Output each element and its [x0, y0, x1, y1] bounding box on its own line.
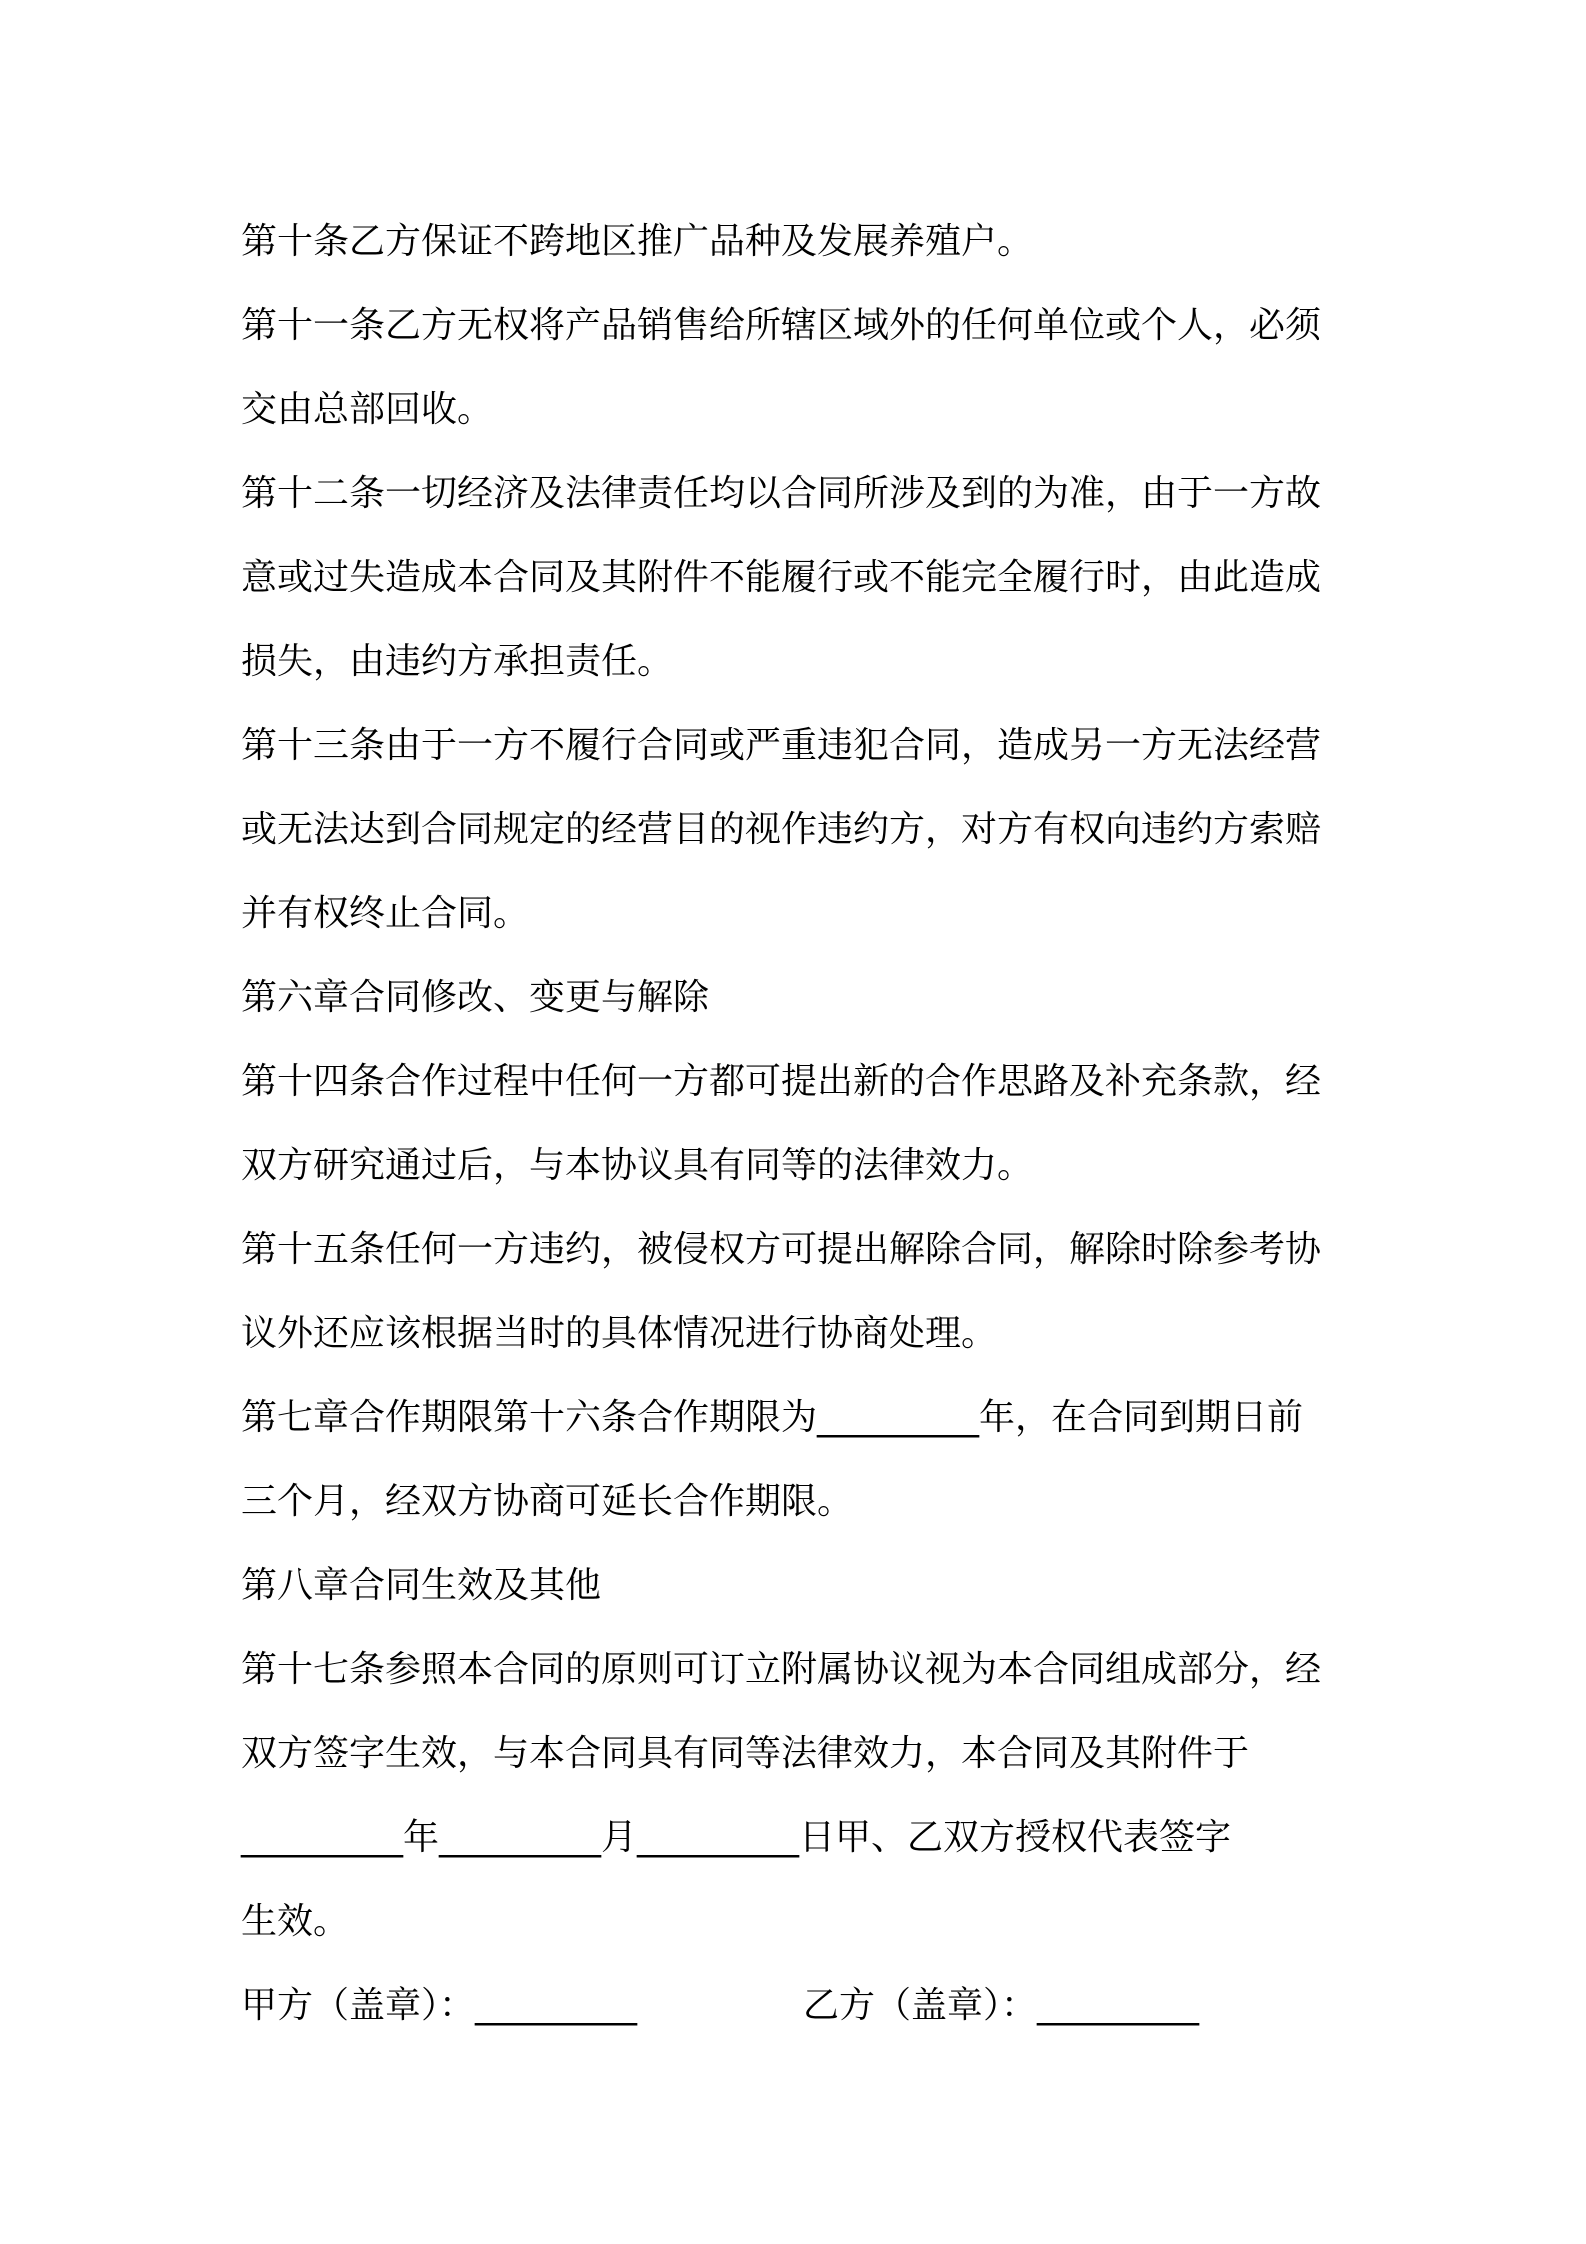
clause-17-line-1: 第十七条参照本合同的原则可订立附属协议视为本合同组成部分，经 — [241, 1649, 1322, 1690]
clause-17-line-2: 双方签字生效，与本合同具有同等法律效力，本合同及其附件于 — [241, 1733, 1250, 1774]
clause-11-line-2: 交由总部回收。 — [241, 389, 494, 430]
party-b-signature: 乙方（盖章）：_________ — [803, 1985, 1200, 2026]
clause-17-line-4: 生效。 — [241, 1901, 350, 1942]
clause-12-line-3: 损失，由违约方承担责任。 — [241, 641, 674, 682]
clause-13-line-3: 并有权终止合同。 — [241, 893, 530, 934]
clause-12-line-2: 意或过失造成本合同及其附件不能履行或不能完全履行时，由此造成 — [241, 557, 1322, 598]
clause-12-line-1: 第十二条一切经济及法律责任均以合同所涉及到的为准，由于一方故 — [241, 473, 1322, 514]
clause-10-line-1: 第十条乙方保证不跨地区推广品种及发展养殖户。 — [241, 221, 1034, 262]
clause-16-line-2: 三个月，经双方协商可延长合作期限。 — [241, 1481, 854, 1522]
document-body — [241, 200, 1361, 2048]
clause-13-line-1: 第十三条由于一方不履行合同或严重违犯合同，造成另一方无法经营 — [241, 725, 1322, 766]
clause-11-line-1: 第十一条乙方无权将产品销售给所辖区域外的任何单位或个人，必须 — [241, 305, 1322, 346]
clause-14-line-2: 双方研究通过后，与本协议具有同等的法律效力。 — [241, 1145, 1034, 1186]
clause-15-line-2: 议外还应该根据当时的具体情况进行协商处理。 — [241, 1313, 998, 1354]
chapter-6-heading: 第六章合同修改、变更与解除 — [241, 977, 710, 1018]
clause-14-line-1: 第十四条合作过程中任何一方都可提出新的合作思路及补充条款，经 — [241, 1061, 1322, 1102]
party-a-signature: 甲方（盖章）：_________ — [241, 1985, 638, 2026]
clause-17-line-3: _________年_________月_________日甲、乙双方授权代表签字 — [241, 1817, 1232, 1858]
chapter-8-heading: 第八章合同生效及其他 — [241, 1565, 602, 1606]
signature-row — [241, 1964, 1361, 2048]
clause-13-line-2: 或无法达到合同规定的经营目的视作违约方，对方有权向违约方索赔 — [241, 809, 1322, 850]
clause-16-line-1: 第七章合作期限第十六条合作期限为_________年，在合同到期日前 — [241, 1397, 1304, 1438]
clause-15-line-1: 第十五条任何一方违约，被侵权方可提出解除合同，解除时除参考协 — [241, 1229, 1322, 1270]
